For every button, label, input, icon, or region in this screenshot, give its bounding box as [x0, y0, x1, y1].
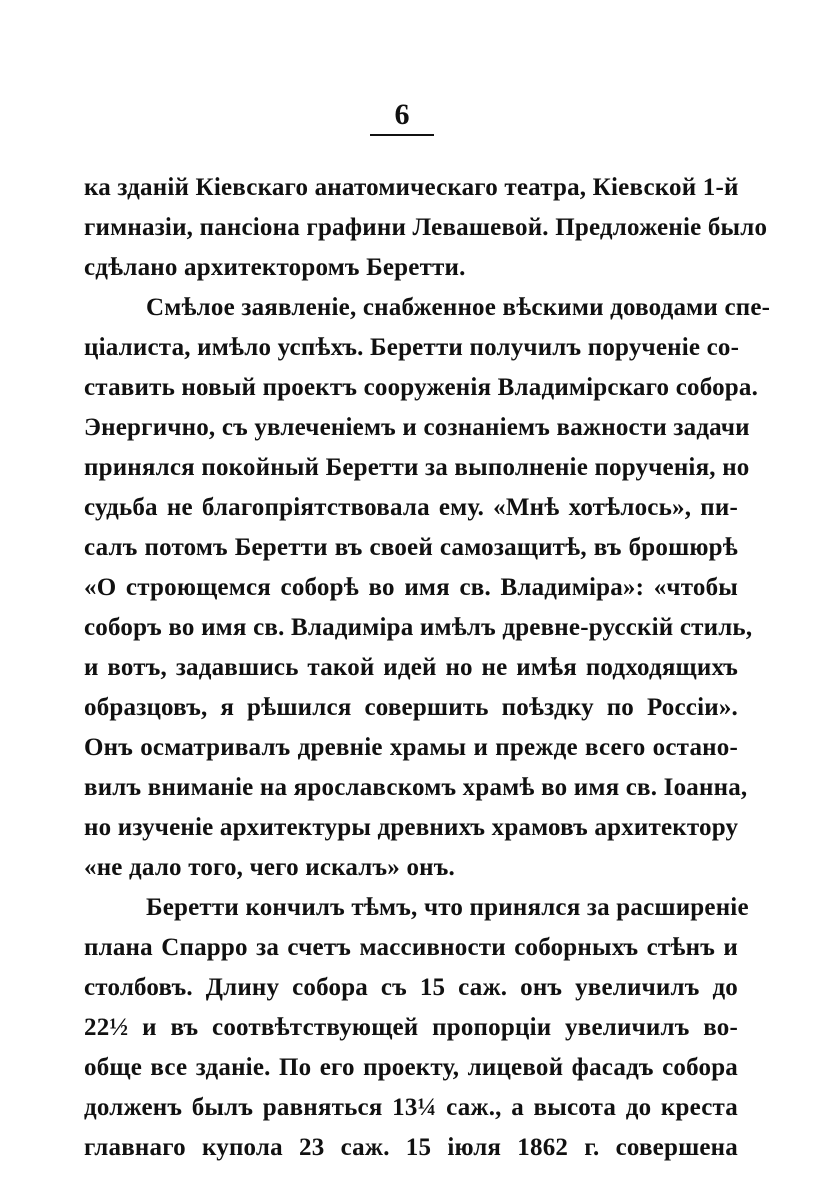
text-line: Онъ осматривалъ древніе храмы и прежде всего остано-: [84, 734, 738, 761]
text-line: вилъ вниманіе на ярославскомъ храмѣ во имя св. Іоанна,: [84, 774, 748, 801]
text-line: салъ потомъ Беретти въ своей самозащитѣ, въ брошюрѣ: [84, 534, 738, 561]
page-number: 6: [394, 98, 410, 131]
text-line: 22½ и въ соотвѣтствующей пропорціи увеличилъ во-: [84, 1014, 738, 1041]
text-line: «не дало того, чего искалъ» онъ.: [84, 854, 455, 881]
text-line: образцовъ, я рѣшился совершить поѣздку по Россіи».: [84, 694, 738, 721]
text-line: но изученіе архитектуры древнихъ храмовъ архитектору: [84, 814, 739, 841]
page-number-rule: [370, 134, 434, 136]
text-line: обще все зданіе. По его проекту, лицевой фасадъ собора: [84, 1054, 738, 1081]
text-line: Смѣлое заявленіе, снабженное вѣскими доводами спе-: [146, 294, 771, 321]
text-line: плана Спарро за счетъ массивности соборныхъ стѣнъ и: [84, 934, 738, 961]
text-line: принялся покойный Беретти за выполненіе порученія, но: [84, 454, 750, 481]
text-line: Беретти кончилъ тѣмъ, что принялся за расширеніе: [146, 894, 749, 921]
text-line: и вотъ, задавшись такой идей но не имѣя подходящихъ: [84, 654, 738, 681]
text-line: соборъ во имя св. Владиміра имѣлъ древне-русскій стиль,: [84, 614, 753, 641]
text-line: ка зданій Кіевскаго анатомическаго театра, Кіевской 1-й: [84, 174, 739, 201]
text-line: ціалиста, имѣло успѣхъ. Беретти получилъ порученіе со-: [84, 334, 740, 361]
text-line: главнаго купола 23 саж. 15 іюля 1862 г. совершена: [84, 1134, 738, 1161]
text-line: гимназіи, пансіона графини Левашевой. Предложеніе было: [84, 214, 768, 241]
text-line: сдѣлано архитекторомъ Беретти.: [84, 254, 466, 281]
text-line: ставить новый проектъ сооруженія Владимірскаго собора.: [84, 374, 759, 401]
text-line: столбовъ. Длину собора съ 15 саж. онъ увеличилъ до: [84, 974, 738, 1001]
text-line: Энергично, съ увлеченіемъ и сознаніемъ важности задачи: [84, 414, 750, 441]
text-line: долженъ былъ равняться 13¼ саж., а высота до креста: [84, 1094, 738, 1121]
text-line: судьба не благопріятствовала ему. «Мнѣ хотѣлось», пи-: [84, 494, 738, 521]
text-line: «О строющемся соборѣ во имя св. Владиміра»: «чтобы: [84, 574, 738, 601]
